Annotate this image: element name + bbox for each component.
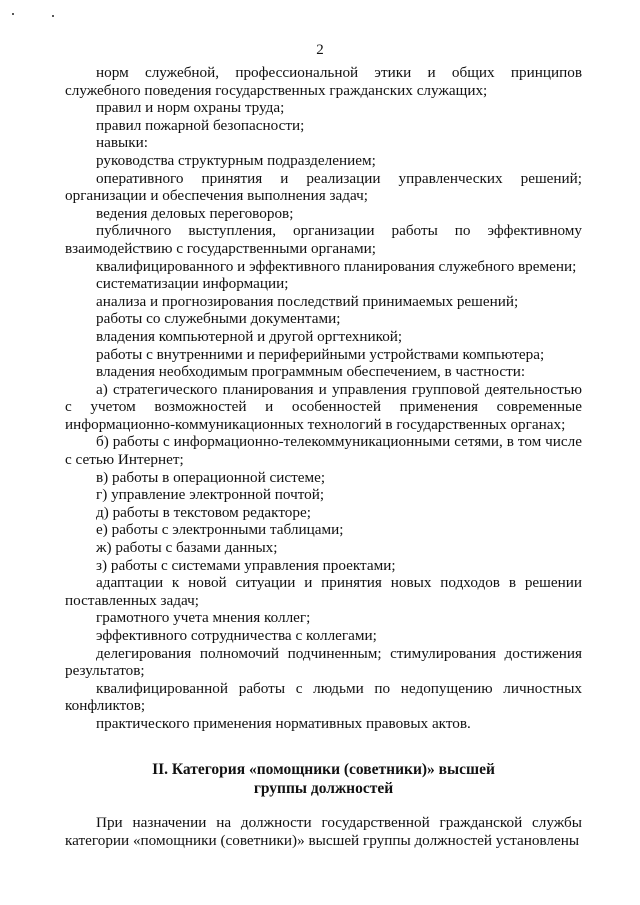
page-number: 2 bbox=[316, 42, 324, 58]
paragraph: в) работы в операционной системе; bbox=[96, 468, 326, 486]
paragraph: правил и норм охраны труда; bbox=[96, 99, 285, 117]
paragraph: практического применения нормативных правовых актов. bbox=[96, 714, 471, 732]
paragraph: з) работы с системами управления проектами; bbox=[96, 556, 396, 574]
paragraph: владения необходимым программным обеспечением, в частности: bbox=[96, 363, 526, 381]
paragraph: б) работы с информационно-телекоммуникационными сетями, в том числе с сетью Интернет; bbox=[65, 433, 582, 469]
paragraph: эффективного сотрудничества с коллегами; bbox=[96, 627, 377, 644]
paragraph: оперативного принятия и реализации управленческих решений; организации и обеспечения выполнения задач; bbox=[65, 169, 582, 205]
paragraph: работы с внутренними и периферийными устройствами компьютера; bbox=[96, 345, 545, 363]
paragraph: а) стратегического планирования и управления групповой деятельностью с учетом возможностей и особенностей применения современные информационно-коммуникационных технологий в государственных органах; bbox=[65, 380, 582, 433]
paragraph: квалифицированного и эффективного планирования служебного времени; bbox=[96, 257, 577, 275]
paragraph: ведения деловых переговоров; bbox=[96, 204, 294, 222]
scan-speck bbox=[52, 15, 54, 17]
scan-speck bbox=[12, 13, 14, 15]
paragraph: ж) работы с базами данных; bbox=[96, 539, 278, 557]
paragraph: руководства структурным подразделением; bbox=[96, 151, 376, 169]
section-heading-line: II. Категория «помощники (советники)» высшей bbox=[152, 761, 495, 778]
closing-paragraph-block bbox=[65, 814, 582, 849]
paragraph: систематизации информации; bbox=[96, 275, 289, 293]
paragraph: квалифицированной работы с людьми по недопущению личностных конфликтов; bbox=[65, 679, 582, 715]
paragraph: правил пожарной безопасности; bbox=[96, 116, 305, 134]
paragraph: навыки: bbox=[96, 134, 148, 152]
paragraph: е) работы с электронными таблицами; bbox=[96, 521, 344, 539]
paragraph: При назначении на должности государственной гражданской службы категории «помощники (советники)» высшей группы должностей установлены bbox=[65, 814, 582, 849]
section-heading bbox=[65, 760, 582, 798]
paragraph: г) управление электронной почтой; bbox=[96, 486, 325, 504]
paragraph: владения компьютерной и другой оргтехникой; bbox=[96, 327, 403, 345]
paragraph: грамотного учета мнения коллег; bbox=[96, 609, 311, 627]
paragraph: работы со служебными документами; bbox=[96, 310, 341, 328]
section-heading-line: группы должностей bbox=[253, 780, 394, 797]
document-body bbox=[65, 64, 582, 733]
paragraph: д) работы в текстовом редакторе; bbox=[96, 503, 311, 521]
paragraph: публичного выступления, организации работы по эффективному взаимодействию с государственными органами; bbox=[65, 222, 582, 257]
paragraph: анализа и прогнозирования последствий принимаемых решений; bbox=[96, 292, 519, 310]
paragraph: адаптации к новой ситуации и принятия новых подходов в решении поставленных задач; bbox=[65, 574, 582, 609]
paragraph: норм служебной, профессиональной этики и общих принципов служебного поведения государственных гражданских служащих; bbox=[65, 64, 582, 99]
paragraph: делегирования полномочий подчиненным; стимулирования достижения результатов; bbox=[65, 644, 582, 680]
